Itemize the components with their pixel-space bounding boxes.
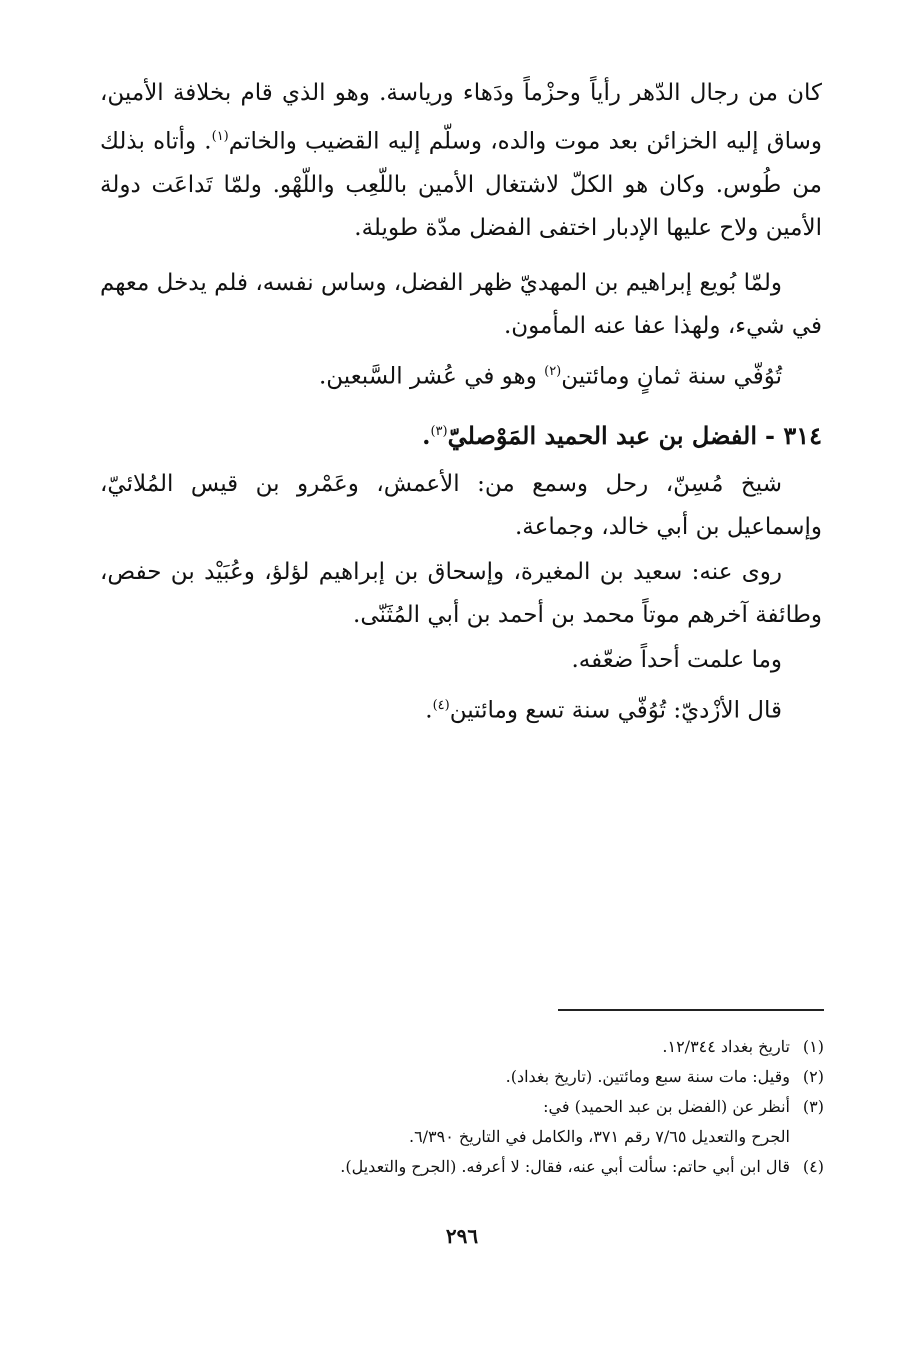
paragraph-ibrahim — [100, 262, 822, 348]
footnote-text: وقيل: مات سنة سبع ومائتين. (تاريخ بغداد). — [505, 1067, 790, 1086]
footnote-number: (١) — [802, 1037, 824, 1056]
footnote-text: تاريخ بغداد ١٢/٣٤٤. — [662, 1037, 790, 1056]
footnote-ref-4[interactable]: (٤) — [432, 698, 450, 714]
paragraph-text: تُوُفّي سنة ثمانٍ ومائتين — [561, 363, 782, 390]
footnote-item — [100, 1092, 824, 1122]
paragraph-text: ولمّا بُويع إبراهيم بن المهديّ ظهر الفضل، وساس نفسه، فلم يدخل معهم في شيء، ولهذا عفا عنه المأمون. — [100, 269, 822, 339]
paragraph-reliability — [100, 639, 822, 682]
footnotes — [100, 1032, 824, 1182]
footnote-number: (٢) — [802, 1067, 824, 1086]
paragraph-death — [100, 350, 822, 399]
paragraph-text: . — [425, 697, 433, 724]
paragraph-text: كان من رجال الدّهر رأياً وحزْماً ودَهاء ورياسة. وهو الذي قام بخلافة الأمين، وساق إليه الخزائن بعد موت والده، وسلّم إليه القضيب والخاتم — [100, 80, 822, 155]
footnote-number: (٤) — [802, 1157, 824, 1176]
entry-title: الفضل بن عبد الحميد المَوْصليّ — [447, 421, 757, 451]
paragraph-text: . وأتاه بذلك من طُوس. وكان هو الكلّ لاشتغال الأمين باللّعِب واللّهْو. ولمّا تَداعَت دولة الأمين ولاح عليها الإدبار اختفى الفضل مدّة طويلة. — [100, 128, 822, 241]
footnote-item — [100, 1062, 824, 1092]
paragraph-teachers — [100, 463, 822, 549]
footnote-item — [100, 1032, 824, 1062]
paragraph-text: وهو في عُشر السَّبعين. — [318, 363, 545, 390]
footnote-text: أنظر عن (الفضل بن عبد الحميد) في: — [543, 1097, 790, 1116]
paragraph-text: روى عنه: سعيد بن المغيرة، وإسحاق بن إبراهيم لؤلؤ، وعُبَيْد بن حفص، وطائفة آخرهم موتاً محمد بن أحمد بن أبي المُثَنّى. — [100, 559, 822, 629]
footnote-number: (٣) — [802, 1097, 824, 1116]
entry-tail: . — [422, 421, 431, 451]
page-number: ٢٩٦ — [445, 1224, 479, 1248]
paragraph-text: قال الأزْديّ: تُوُفّي سنة تسع ومائتين — [449, 697, 782, 724]
footnote-text: قال ابن أبي حاتم: سألت أبي عنه، فقال: لا أعرفه. (الجرح والتعديل). — [340, 1157, 790, 1176]
footnote-item — [100, 1152, 824, 1182]
footnote-divider — [558, 1009, 824, 1011]
paragraph-azdi — [100, 684, 822, 733]
footnote-ref-3[interactable]: (٣) — [430, 424, 448, 440]
entry-number: ٣١٤ - — [765, 421, 822, 451]
main-text — [100, 72, 822, 735]
entry-heading — [100, 410, 822, 457]
footnote-ref-2[interactable]: (٢) — [544, 363, 562, 379]
paragraph-students — [100, 551, 822, 637]
paragraph-biography — [100, 72, 822, 250]
footnote-ref-1[interactable]: (١) — [211, 129, 229, 144]
footnote-continuation: الجرح والتعديل ٧/٦٥ رقم ٣٧١، والكامل في التاريخ ٦/٣٩٠. — [408, 1127, 790, 1146]
paragraph-text: شيخ مُسِنّ، رحل وسمع من: الأعمش، وعَمْرو بن قيس المُلائيّ، وإسماعيل بن أبي خالد، وجماعة. — [100, 471, 822, 541]
paragraph-text: وما علمت أحداً ضعّفه. — [571, 647, 782, 674]
